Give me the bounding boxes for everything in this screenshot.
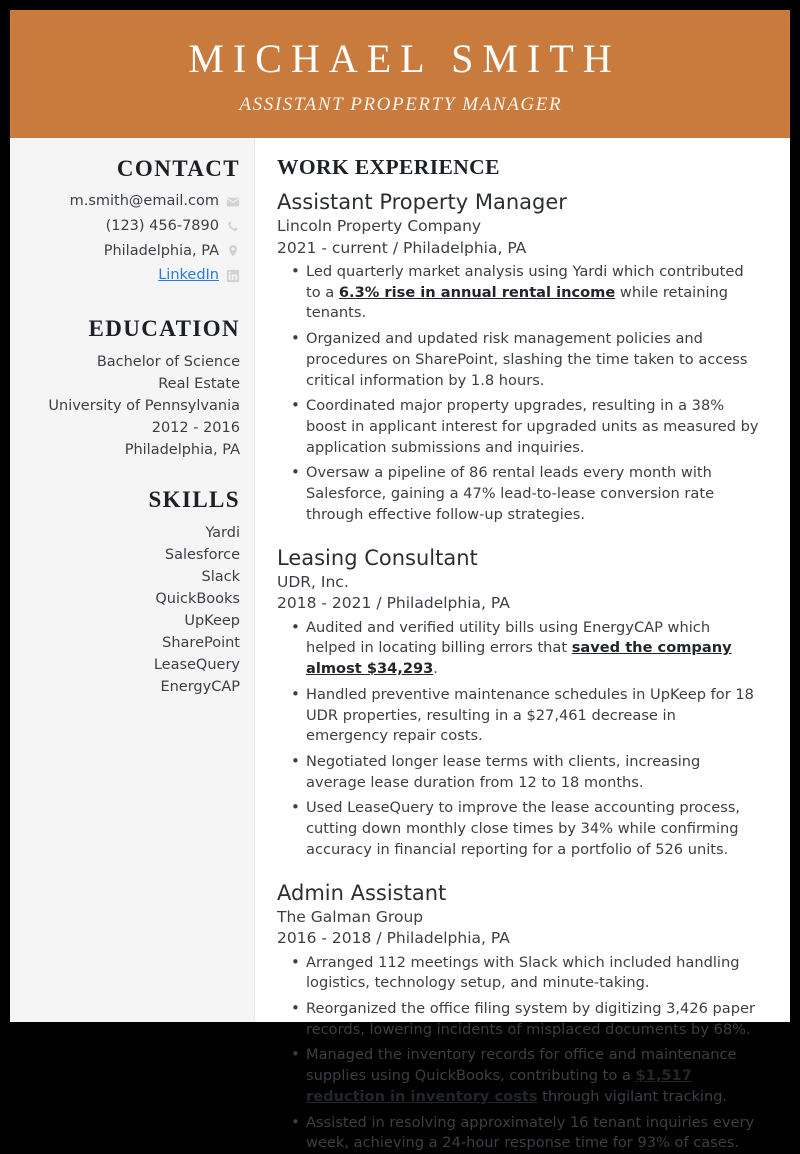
- resume-body: [10, 138, 790, 1152]
- resume-header: [10, 10, 790, 138]
- skill-item: Slack: [201, 569, 240, 586]
- contact-value: m.smith@email.com: [69, 193, 219, 209]
- job-bullet: [306, 953, 762, 994]
- job-entry: [277, 189, 762, 526]
- job-entry: [277, 880, 762, 1154]
- job-bullet: [306, 396, 762, 458]
- job-bullet: [306, 1045, 762, 1107]
- skills-heading: SKILLS: [148, 487, 240, 513]
- bullet-text: Oversaw a pipeline of 86 rental leads every month with Salesforce, gaining a 47% lead-to-lease conversion rate through effective follow-up strategies.: [306, 464, 715, 523]
- job-dates: 2016 - 2018: [277, 929, 372, 948]
- job-location: Philadelphia, PA: [386, 594, 510, 613]
- main-column: [255, 138, 790, 1152]
- job-bullet: [306, 999, 762, 1040]
- contact-item: [20, 241, 240, 263]
- bullet-text: .: [433, 660, 438, 678]
- job-meta: [277, 593, 762, 614]
- job-meta: [277, 928, 762, 949]
- bullet-text: Arranged 112 meetings with Slack which included handling logistics, technology setup, and minute-taking.: [306, 953, 740, 992]
- linkedin-icon: [226, 269, 240, 283]
- bullet-text: Negotiated longer lease terms with clients, increasing average lease duration from 12 to 18 months.: [306, 752, 701, 791]
- education-line: Bachelor of Science: [96, 354, 240, 370]
- job-title: Admin Assistant: [277, 880, 447, 905]
- bullet-highlight: saved the company almost $34,293: [306, 639, 732, 678]
- skill-item: SharePoint: [162, 635, 240, 652]
- job-bullet-list: [277, 262, 762, 526]
- job-bullet: [306, 463, 762, 525]
- job-bullet: [306, 798, 762, 860]
- job-bullet-list: [277, 953, 762, 1154]
- phone-icon: [226, 220, 240, 234]
- bullet-text: Coordinated major property upgrades, resulting in a 38% boost in applicant interest for upgraded units as measured by application submissions and inquiries.: [306, 397, 759, 456]
- job-bullet: [306, 618, 762, 680]
- bullet-text: Audited and verified utility bills using EnergyCAP which helped in locating billing errors that: [306, 618, 711, 657]
- bullet-text: Managed the inventory records for office and maintenance supplies using QuickBooks, contributing to a: [306, 1046, 737, 1085]
- job-meta-separator: /: [376, 929, 382, 948]
- education-line: Philadelphia, PA: [124, 442, 240, 459]
- sidebar: [10, 138, 255, 1022]
- job-bullet: [306, 752, 762, 793]
- bullet-text: through vigilant tracking.: [537, 1087, 728, 1105]
- skill-item: Salesforce: [164, 547, 240, 564]
- bullet-text: Reorganized the office filing system by digitizing 3,426 paper records, lowering incidents of misplaced documents by 68%.: [306, 999, 755, 1038]
- skill-item: EnergyCAP: [160, 679, 240, 696]
- job-company: UDR, Inc.: [277, 572, 349, 591]
- skill-item: QuickBooks: [155, 591, 240, 608]
- education-heading: EDUCATION: [88, 316, 240, 341]
- education-line: Real Estate: [158, 376, 240, 393]
- education-list: [20, 351, 240, 461]
- job-dates: 2018 - 2021: [277, 594, 372, 613]
- linkedin-link[interactable]: LinkedIn: [158, 267, 219, 284]
- education-line: University of Pennsylvania: [48, 398, 240, 415]
- job-bullet: [306, 1113, 762, 1154]
- skills-list: [20, 522, 240, 698]
- job-bullet: [306, 262, 762, 324]
- resume-page: [10, 10, 790, 1152]
- contact-value: Philadelphia, PA: [103, 242, 219, 259]
- education-line: 2012 - 2016: [151, 420, 240, 437]
- skill-item: LeaseQuery: [153, 657, 240, 674]
- job-company: Lincoln Property Company: [277, 217, 482, 236]
- job-company: The Galman Group: [277, 907, 424, 926]
- job-entry: [277, 545, 762, 861]
- job-meta: [277, 238, 762, 259]
- bullet-highlight: 6.3% rise in annual rental income: [338, 283, 616, 301]
- job-title: Assistant Property Manager: [277, 190, 567, 214]
- page-title: MICHAEL SMITH: [188, 36, 621, 81]
- envelope-icon: [226, 195, 240, 209]
- sidebar-spacer: [20, 290, 240, 316]
- skill-item: UpKeep: [184, 613, 240, 630]
- job-bullet: [306, 685, 762, 747]
- bullet-text: Handled preventive maintenance schedules in UpKeep for 18 UDR properties, resulting in a $27,461 decrease in emergency repair costs.: [306, 685, 754, 745]
- header-job-title: ASSISTANT PROPERTY MANAGER: [239, 94, 563, 115]
- skill-item: Yardi: [205, 525, 240, 542]
- job-meta-separator: /: [376, 594, 382, 613]
- bullet-text: while retaining tenants.: [306, 283, 729, 322]
- work-experience-heading: WORK EXPERIENCE: [277, 155, 500, 179]
- job-meta-separator: /: [392, 238, 399, 257]
- bullet-highlight: $1,517 reduction in inventory costs: [306, 1067, 692, 1105]
- contact-value: (123) 456-7890: [105, 217, 219, 234]
- contact-list: [20, 191, 240, 287]
- sidebar-spacer: [20, 461, 240, 487]
- bullet-text: Led quarterly market analysis using Yardi which contributed to a: [306, 263, 744, 301]
- bullet-text: Used LeaseQuery to improve the lease accounting process, cutting down monthly close times by 34% while confirming accuracy in financial reporting for a portfolio of 526 units.: [306, 799, 741, 858]
- contact-item: [20, 191, 240, 213]
- job-location: Philadelphia, PA: [386, 929, 510, 948]
- contact-heading: CONTACT: [116, 156, 240, 181]
- map-pin-icon: [226, 244, 240, 258]
- job-dates: 2021 - current: [277, 238, 388, 257]
- job-list: [277, 189, 762, 1154]
- bullet-text: Assisted in resolving approximately 16 tenant inquiries every week, achieving a 24-hour response time for 93% of cases.: [306, 1113, 755, 1152]
- job-title: Leasing Consultant: [277, 545, 478, 570]
- contact-item: [20, 216, 240, 238]
- job-bullet-list: [277, 618, 762, 861]
- job-location: Philadelphia, PA: [403, 238, 527, 257]
- job-bullet: [306, 329, 762, 391]
- contact-item[interactable]: [20, 265, 240, 287]
- bullet-text: Organized and updated risk management policies and procedures on SharePoint, slashing the time taken to access critical information by 1.8 hours.: [306, 330, 748, 389]
